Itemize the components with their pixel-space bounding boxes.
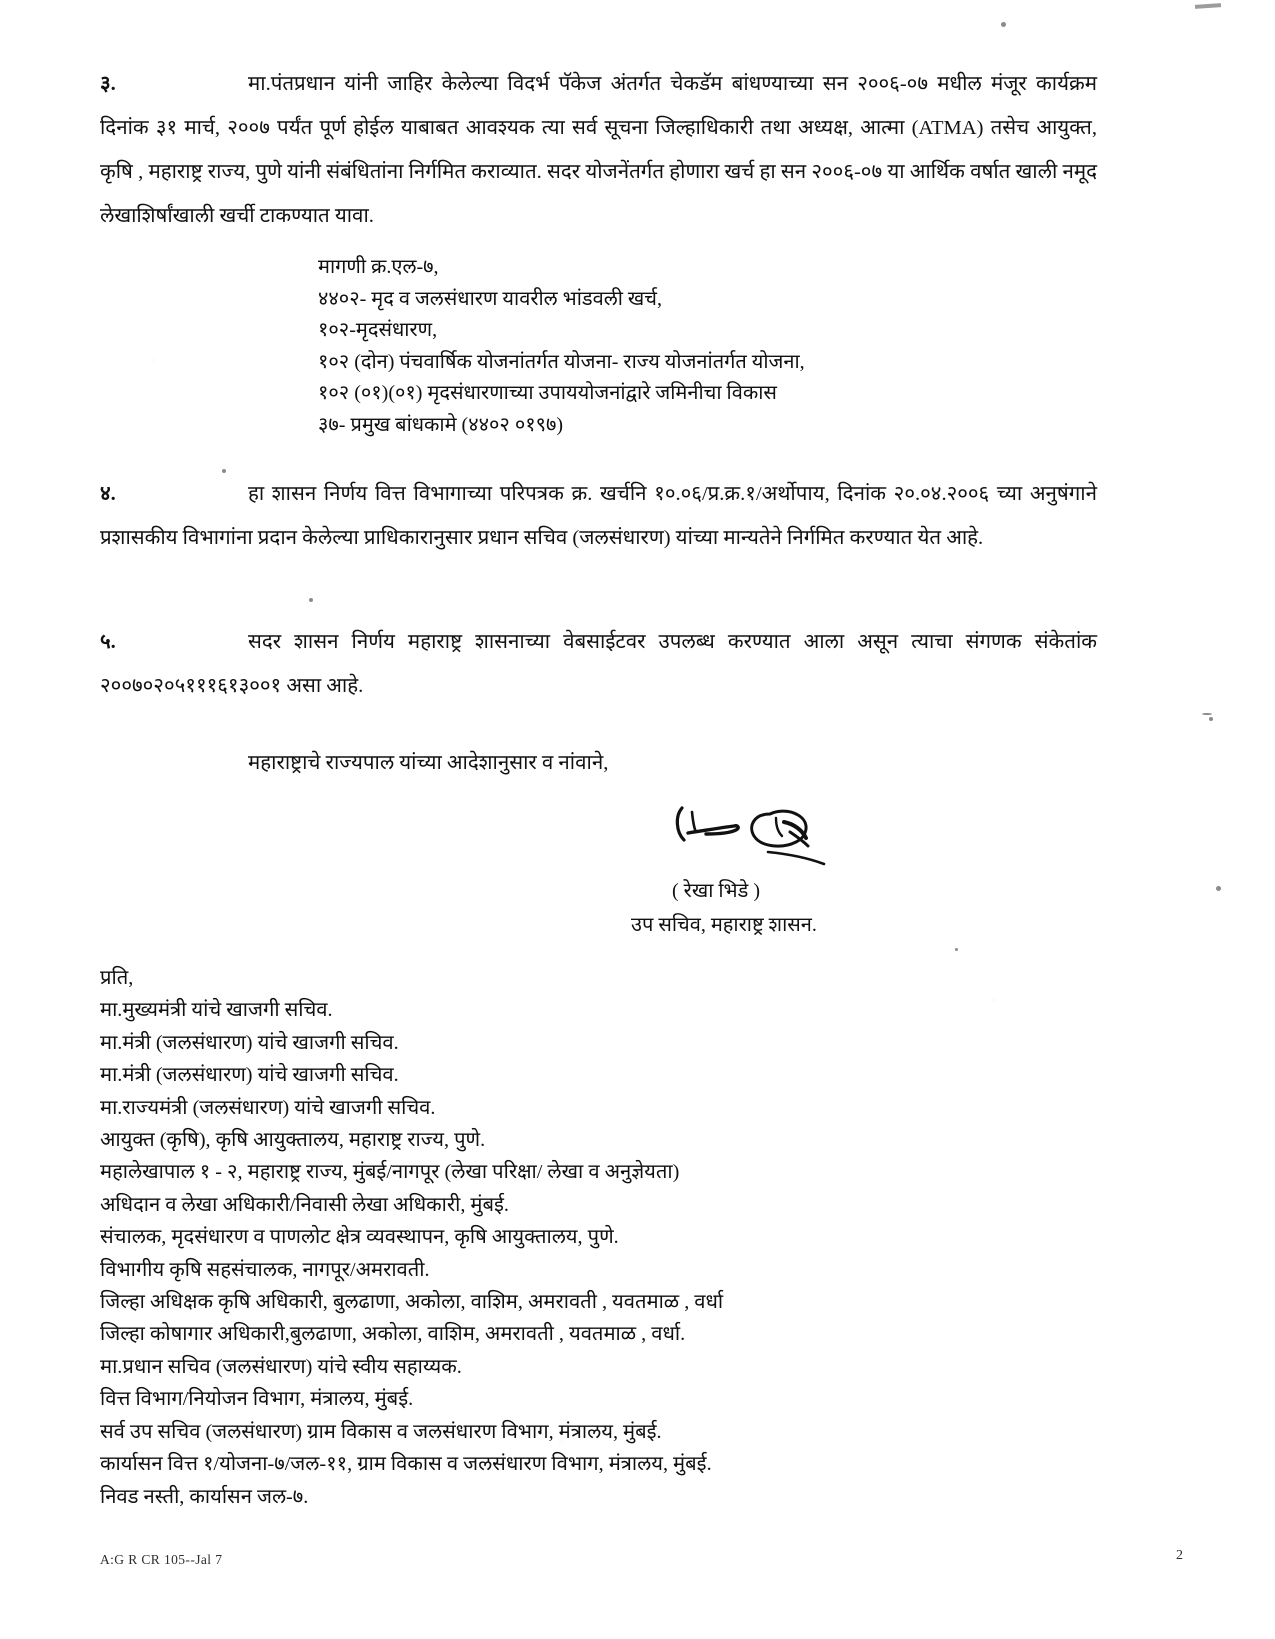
handwritten-signature xyxy=(672,800,852,872)
budget-head-line: मागणी क्र.एल-७, xyxy=(318,256,439,278)
distribution-item: जिल्हा अधिक्षक कृषि अधिकारी, बुलढाणा, अकोला, वाशिम, अमरावती , यवतमाळ , वर्धा xyxy=(100,1291,724,1314)
distribution-item: जिल्हा कोषागार अधिकारी,बुलढाणा, अकोला, वाशिम, अमरावती , यवतमाळ , वर्धा. xyxy=(100,1323,686,1346)
paragraph-5-text: सदर शासन निर्णय महाराष्ट्र शासनाच्या वेबसाईटवर उपलब्ध करण्यात आला असून त्याचा संगणक संकेतांक २००७०२०५१११६१३००१ असा आहे. xyxy=(100,631,1097,697)
paragraph-3-text: मा.पंतप्रधान यांनी जाहिर केलेल्या विदर्भ पॅकेज अंतर्गत चेकडॅम बांधण्याच्या सन २००६-०७ मधील मंजूर कार्यक्रम दिनांक ३१ मार्च, २००७ पर्यंत पूर्ण होईल याबाबत आवश्यक त्या सर्व सूचना जिल्हाधिकारी तथा अध्यक्ष, आत्मा (ATMA) तसेच आयुक्त, कृषि , महाराष्ट्र राज्य, पुणे यांनी संबंधितांना निर्गमित कराव्यात. सदर योजनेंतर्गत होणारा खर्च हा सन २००६-०७ या आर्थिक वर्षात खाली नमूद लेखाशिर्षांखाली खर्ची टाकण्यात यावा. xyxy=(100,73,1097,227)
budget-head-line: १०२ (०१)(०१) मृदसंधारणाच्या उपाययोजनांद्वारे जमिनीचा विकास xyxy=(318,382,777,404)
budget-head-line: १०२-मृदसंधारण, xyxy=(318,319,438,341)
distribution-item: मा.राज्यमंत्री (जलसंधारण) यांचे खाजगी सचिव. xyxy=(100,1096,436,1119)
distribution-heading: प्रति, xyxy=(100,967,134,989)
order-by-governor-line: महाराष्ट्राचे राज्यपाल यांच्या आदेशानुसार व नांवाने, xyxy=(248,752,609,774)
paragraph-5 xyxy=(100,620,1097,708)
distribution-list xyxy=(100,962,723,1513)
distribution-item: सर्व उप सचिव (जलसंधारण) ग्राम विकास व जलसंधारण विभाग, मंत्रालय, मुंबई. xyxy=(100,1420,662,1443)
distribution-item: मा.मंत्री (जलसंधारण) यांचे खाजगी सचिव. xyxy=(100,1064,399,1087)
signatory-name: ( रेखा भिडे ) xyxy=(672,880,760,902)
budget-head-block xyxy=(318,252,805,441)
distribution-item: विभागीय कृषि सहसंचालक, नागपूर/अमरावती. xyxy=(100,1258,430,1281)
footer-page-number: 2 xyxy=(1176,1548,1183,1563)
scan-speck xyxy=(955,948,958,951)
paragraph-3-number: ३. xyxy=(100,73,116,95)
paragraph-4 xyxy=(100,472,1097,560)
paragraph-3 xyxy=(100,62,1097,238)
distribution-item: मा.मुख्यमंत्री यांचे खाजगी सचिव. xyxy=(100,999,333,1022)
scan-artifact-top-right xyxy=(1195,3,1221,9)
distribution-item: महालेखापाल १ - २, महाराष्ट्र राज्य, मुंबई/नागपूर (लेखा परिक्षा/ लेखा व अनुज्ञेयता) xyxy=(100,1161,680,1184)
distribution-item: अधिदान व लेखा अधिकारी/निवासी लेखा अधिकारी, मुंबई. xyxy=(100,1193,509,1216)
footer-reference: A:G R CR 105--Jal 7 xyxy=(100,1552,223,1567)
scan-speck xyxy=(1202,713,1212,715)
paragraph-5-number: ५. xyxy=(100,631,116,653)
distribution-item: निवड नस्ती, कार्यासन जल-७. xyxy=(100,1485,309,1508)
budget-head-line: ३७- प्रमुख बांधकामे (४४०२ ०१९७) xyxy=(318,413,564,436)
distribution-item: आयुक्त (कृषि), कृषि आयुक्तालय, महाराष्ट्र राज्य, पुणे. xyxy=(100,1129,486,1152)
distribution-item: संचालक, मृदसंधारण व पाणलोट क्षेत्र व्यवस्थापन, कृषि आयुक्तालय, पुणे. xyxy=(100,1226,619,1249)
scan-speck xyxy=(1001,22,1006,27)
paragraph-4-number: ४. xyxy=(100,483,116,505)
paragraph-4-text: हा शासन निर्णय वित्त विभागाच्या परिपत्रक क्र. खर्चनि १०.०६/प्र.क्र.१/अर्थोपाय, दिनांक २०.०४.२००६ च्या अनुषंगाने प्रशासकीय विभागांना प्रदान केलेल्या प्राधिकारानुसार प्रधान सचिव (जलसंधारण) यांच्या मान्यतेने निर्गमित करण्यात येत आहे. xyxy=(100,483,1097,549)
distribution-item: मा.मंत्री (जलसंधारण) यांचे खाजगी सचिव. xyxy=(100,1031,399,1054)
distribution-item: वित्त विभाग/नियोजन विभाग, मंत्रालय, मुंबई. xyxy=(100,1388,414,1411)
budget-head-line: १०२ (दोन) पंचवार्षिक योजनांतर्गत योजना- राज्य योजनांतर्गत योजना, xyxy=(318,350,805,373)
distribution-item: मा.प्रधान सचिव (जलसंधारण) यांचे स्वीय सहाय्यक. xyxy=(100,1355,462,1378)
signatory-designation: उप सचिव, महाराष्ट्र शासन. xyxy=(631,914,817,936)
scan-speck xyxy=(309,598,313,602)
scan-speck xyxy=(1216,886,1221,891)
budget-head-line: ४४०२- मृद व जलसंधारण यावरील भांडवली खर्च, xyxy=(318,287,662,310)
distribution-item: कार्यासन वित्त १/योजना-७/जल-११, ग्राम विकास व जलसंधारण विभाग, मंत्रालय, मुंबई. xyxy=(100,1453,712,1476)
scan-speck xyxy=(1209,717,1213,721)
